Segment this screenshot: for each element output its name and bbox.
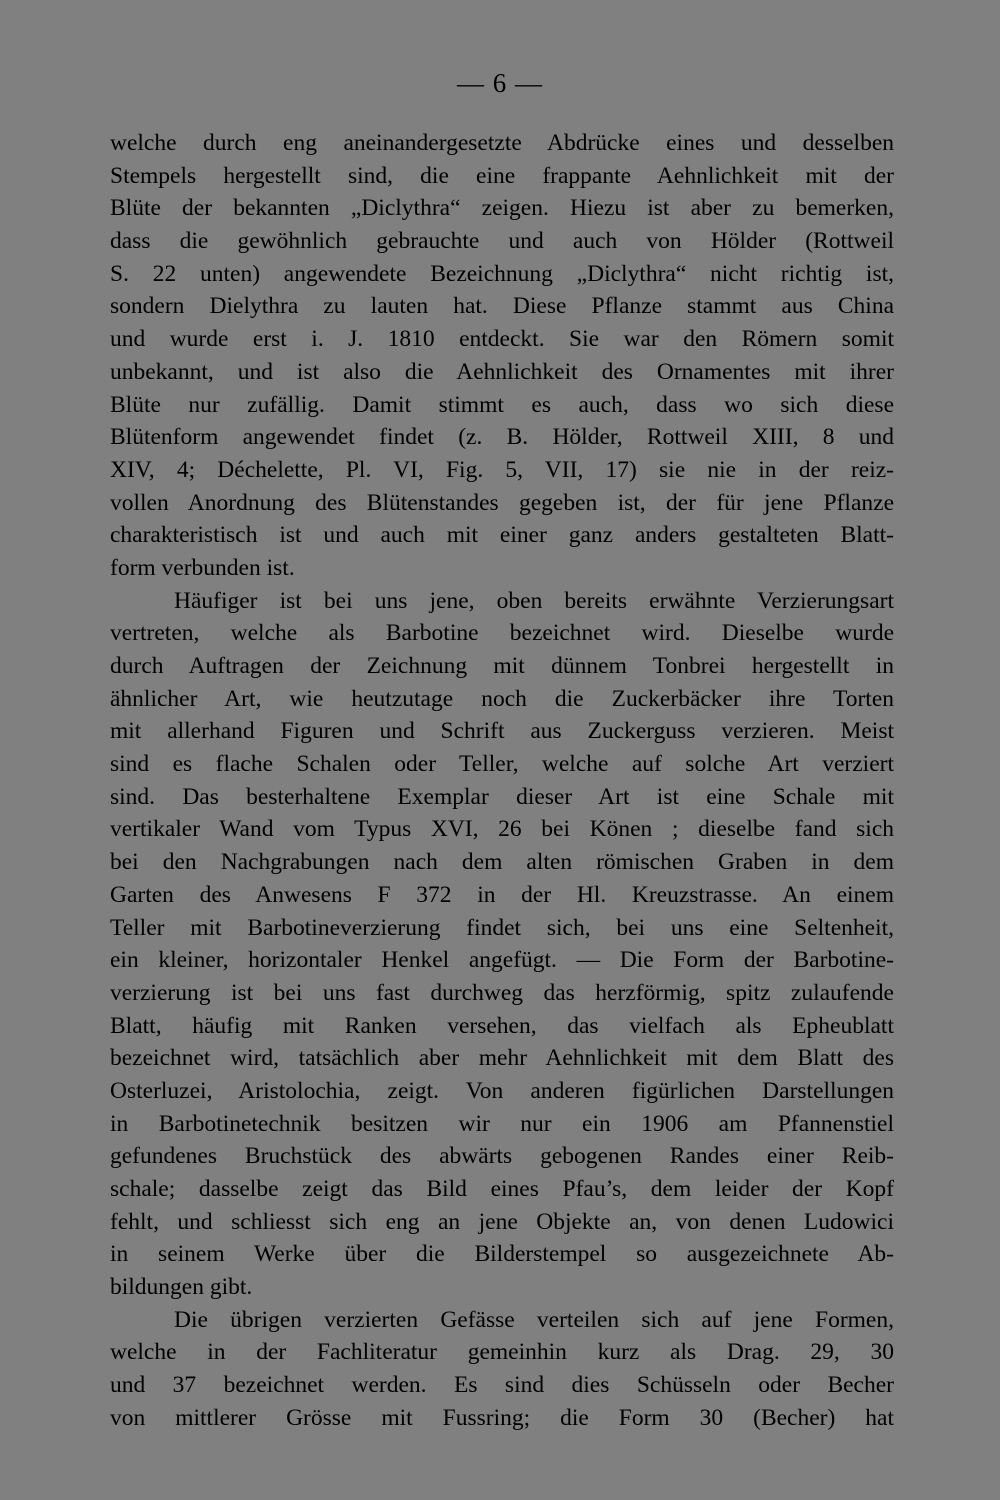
text-line: und 37 bezeichnet werden. Es sind dies Schüsseln oder Becher — [110, 1372, 894, 1399]
text-line: und wurde erst i. J. 1810 entdeckt. Sie war den Römern somit — [110, 326, 894, 353]
text-line: form verbunden ist. — [110, 554, 295, 581]
text-line: ein kleiner, horizontaler Henkel angefügt. — Die Form der Barbotine- — [110, 947, 894, 974]
text-line: Stempels hergestellt sind, die eine frappante Aehnlichkeit mit der — [110, 162, 894, 189]
text-line: XIV, 4; Déchelette, Pl. VI, Fig. 5, VII, 17) sie nie in der reiz- — [110, 456, 894, 483]
text-line: unbekannt, und ist also die Aehnlichkeit des Ornamentes mit ihrer — [110, 358, 894, 385]
text-line: Garten des Anwesens F 372 in der Hl. Kreuzstrasse. An einem — [110, 881, 894, 908]
text-line: S. 22 unten) angewendete Bezeichnung „Diclythra“ nicht richtig ist, — [110, 260, 894, 287]
text-line: in Barbotinetechnik besitzen wir nur ein 1906 am Pfannenstiel — [110, 1110, 894, 1137]
text-line: verzierung ist bei uns fast durchweg das herzförmig, spitz zulaufende — [110, 979, 894, 1006]
text-line: Blatt, häufig mit Ranken versehen, das vielfach als Epheublatt — [110, 1012, 894, 1039]
text-line: schale; dasselbe zeigt das Bild eines Pfau’s, dem leider der Kopf — [110, 1176, 894, 1202]
text-line: sind es flache Schalen oder Teller, welche auf solche Art verziert — [110, 751, 894, 778]
page-number: — 6 — — [457, 68, 543, 98]
text-line: bezeichnet wird, tatsächlich aber mehr Aehnlichkeit mit dem Blatt des — [110, 1045, 894, 1072]
text-line: fehlt, und schliesst sich eng an jene Objekte an, von denen Ludowici — [110, 1208, 894, 1235]
text-line: Blütenform angewendet findet (z. B. Hölder, Rottweil XIII, 8 und — [110, 424, 894, 451]
text-line: bei den Nachgrabungen nach dem alten römischen Graben in dem — [110, 849, 894, 876]
text-line: in seinem Werke über die Bilderstempel so ausgezeichnete Ab- — [110, 1241, 894, 1268]
text-line: dass die gewöhnlich gebrauchte und auch von Hölder (Rottweil — [110, 228, 894, 255]
text-line: welche in der Fachliteratur gemeinhin kurz als Drag. 29, 30 — [110, 1339, 894, 1366]
text-line: bildungen gibt. — [110, 1274, 253, 1301]
text-line: ähnlicher Art, wie heutzutage noch die Zuckerbäcker ihre Torten — [110, 685, 894, 712]
text-line: Blüte nur zufällig. Damit stimmt es auch, dass wo sich diese — [110, 391, 894, 418]
text-line: Teller mit Barbotineverzierung findet sich, bei uns eine Seltenheit, — [110, 914, 894, 941]
text-line: welche durch eng aneinandergesetzte Abdrücke eines und desselben — [110, 130, 894, 156]
text-line: sondern Dielythra zu lauten hat. Diese Pflanze stammt aus China — [110, 293, 894, 320]
text-line: mit allerhand Figuren und Schrift aus Zuckerguss verzieren. Meist — [110, 718, 894, 745]
text-line: Blüte der bekannten „Diclythra“ zeigen. Hiezu ist aber zu bemerken, — [110, 195, 894, 222]
text-line: gefundenes Bruchstück des abwärts gebogenen Randes einer Reib- — [110, 1143, 894, 1170]
text-line: Die übrigen verzierten Gefässe verteilen sich auf jene Formen, — [174, 1306, 894, 1333]
text-line: sind. Das besterhaltene Exemplar dieser Art ist eine Schale mit — [110, 783, 894, 810]
text-line: Osterluzei, Aristolochia, zeigt. Von anderen figürlichen Darstellungen — [110, 1077, 894, 1104]
text-line: durch Auftragen der Zeichnung mit dünnem Tonbrei hergestellt in — [110, 653, 894, 679]
text-line: vollen Anordnung des Blütenstandes gegeben ist, der für jene Pflanze — [110, 489, 894, 516]
text-line: vertreten, welche als Barbotine bezeichnet wird. Dieselbe wurde — [110, 620, 894, 647]
text-line: charakteristisch ist und auch mit einer ganz anders gestalteten Blatt- — [110, 522, 894, 549]
text-line: Häufiger ist bei uns jene, oben bereits erwähnte Verzierungsart — [174, 587, 894, 614]
body-text — [110, 127, 894, 1435]
text-line: vertikaler Wand vom Typus XVI, 26 bei Könen ; dieselbe fand sich — [110, 816, 894, 843]
text-line: von mittlerer Grösse mit Fussring; die Form 30 (Becher) hat — [110, 1404, 894, 1431]
